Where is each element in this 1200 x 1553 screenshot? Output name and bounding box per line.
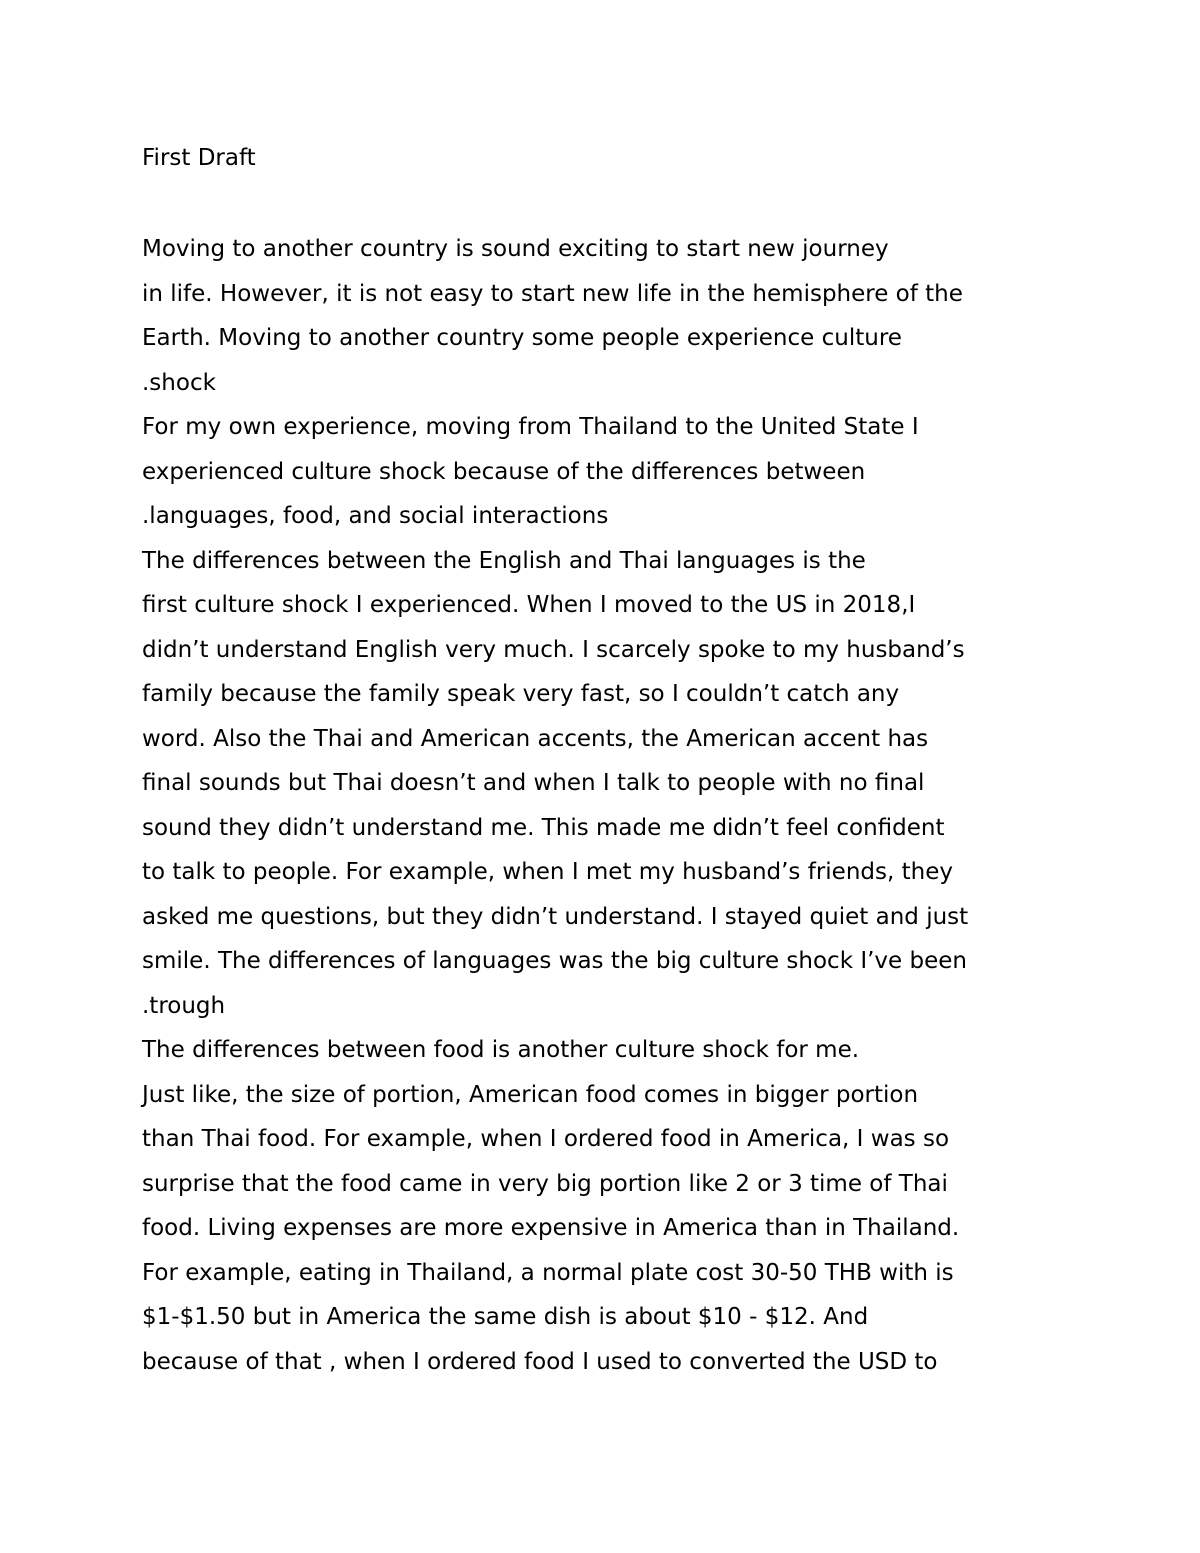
text-line: didn’t understand English very much. I scarcely spoke to my husband’s [142,636,965,663]
text-line: experienced culture shock because of the differences between [142,458,866,485]
text-line: in life. However, it is not easy to start new life in the hemisphere of the [142,280,963,307]
text-line: than Thai food. For example, when I ordered food in America, I was so [142,1126,950,1152]
text-line: because of that , when I ordered food I used to converted the USD to [142,1348,938,1375]
text-line: final sounds but Thai doesn’t and when I talk to people with no final [142,770,925,796]
text-line: For my own experience, moving from Thailand to the United State I [142,414,919,440]
text-line: $1-$1.50 but in America the same dish is about $10 - $12. And [142,1304,869,1330]
text-line: Moving to another country is sound exciting to start new journey [142,236,889,262]
text-line: surprise that the food came in very big portion like 2 or 3 time of Thai [142,1170,948,1197]
text-line: For example, eating in Thailand, a normal plate cost 30-50 THB with is [142,1259,954,1286]
text-line: asked me questions, but they didn’t understand. I stayed quiet and just [142,903,969,930]
document-body [142,227,1102,1384]
text-line: first culture shock I experienced. When I moved to the US in 2018,I [142,592,916,618]
text-line: .shock [142,369,216,396]
text-line: food. Living expenses are more expensive in America than in Thailand. [142,1215,960,1241]
text-line: word. Also the Thai and American accents, the American accent has [142,725,929,752]
text-line: Earth. Moving to another country some people experience culture [142,325,902,351]
text-line: The differences between the English and Thai languages is the [142,547,866,574]
text-line: Just like, the size of portion, American food comes in bigger portion [142,1081,919,1108]
text-line: family because the family speak very fast, so I couldn’t catch any [142,681,900,707]
text-line: sound they didn’t understand me. This made me didn’t feel confident [142,814,945,841]
text-line: .languages, food, and social interactions [142,503,609,529]
text-line: smile. The differences of languages was the big culture shock I’ve been [142,948,967,974]
document-title: First Draft [142,145,256,171]
text-line: The differences between food is another culture shock for me. [142,1037,860,1063]
text-line: to talk to people. For example, when I met my husband’s friends, they [142,859,953,885]
text-line: .trough [142,992,226,1019]
